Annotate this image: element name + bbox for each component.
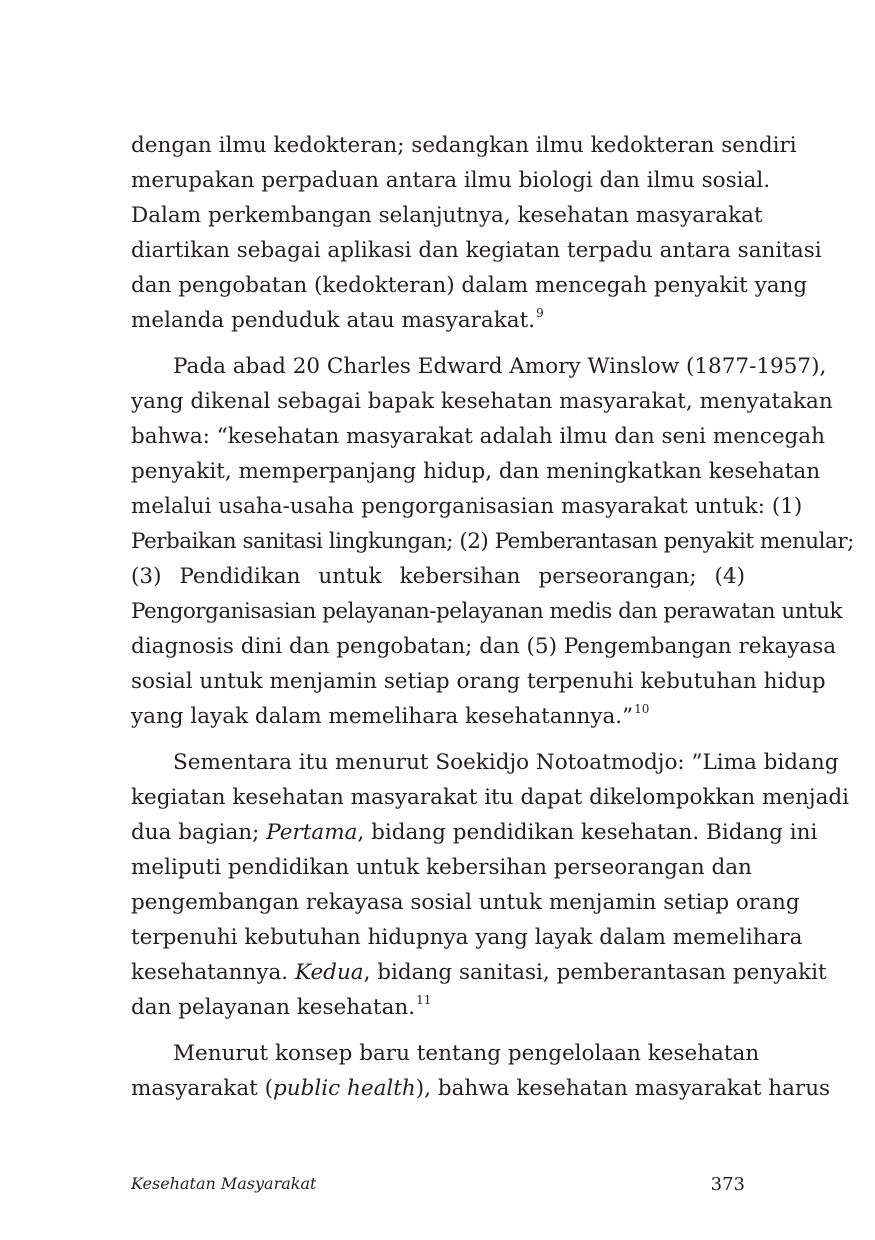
text-segment: dua bagian; bbox=[131, 820, 267, 845]
text-line-content: melanda penduduk atau masyarakat. bbox=[131, 308, 536, 333]
paragraph-3 bbox=[131, 745, 850, 1025]
text-line: pengembangan rekayasa sosial untuk menjamin setiap orang bbox=[131, 890, 800, 915]
page-number: 373 bbox=[710, 1174, 745, 1195]
text-line bbox=[131, 1071, 831, 1106]
text-segment: masyarakat ( bbox=[131, 1076, 274, 1101]
text-line: diagnosis dini dan pengobatan; dan (5) Pengembangan rekayasa bbox=[131, 634, 837, 659]
text-segment: kesehatannya. bbox=[131, 960, 295, 985]
text-line: Pengorganisasian pelayanan-pelayanan medis dan perawatan untuk bbox=[131, 599, 843, 624]
text-line: kegiatan kesehatan masyarakat itu dapat dikelompokkan menjadi bbox=[131, 785, 850, 810]
text-line: Dalam perkembangan selanjutnya, kesehatan masyarakat bbox=[131, 203, 763, 228]
text-line: sosial untuk menjamin setiap orang terpenuhi kebutuhan hidup bbox=[131, 669, 826, 694]
text-line: penyakit, memperpanjang hidup, dan meningkatkan kesehatan bbox=[131, 459, 821, 484]
paragraph-4 bbox=[131, 1036, 831, 1106]
text-line-content: dan pelayanan kesehatan. bbox=[131, 995, 416, 1020]
text-line: dengan ilmu kedokteran; sedangkan ilmu kedokteran sendiri bbox=[131, 133, 797, 158]
text-line: merupakan perpaduan antara ilmu biologi dan ilmu sosial. bbox=[131, 168, 771, 193]
text-line: Perbaikan sanitasi lingkungan; (2) Pemberantasan penyakit menular; bbox=[131, 529, 854, 554]
text-segment: ), bahwa kesehatan masyarakat harus bbox=[415, 1076, 831, 1101]
paragraph-1 bbox=[131, 128, 822, 338]
text-line: Pada abad 20 Charles Edward Amory Winslow (1877-1957), bbox=[173, 354, 827, 379]
text-segment: , bidang sanitasi, pemberantasan penyakit bbox=[363, 960, 827, 985]
text-line: terpenuhi kebutuhan hidupnya yang layak dalam memelihara bbox=[131, 925, 803, 950]
text-line bbox=[131, 955, 827, 990]
text-line: melalui usaha-usaha pengorganisasian masyarakat untuk: (1) bbox=[131, 494, 803, 519]
text-line bbox=[131, 303, 745, 338]
text-line-content: yang layak dalam memelihara kesehatannya.” bbox=[131, 704, 634, 729]
footnote-marker[interactable]: 11 bbox=[416, 993, 432, 1007]
text-line: meliputi pendidikan untuk kebersihan perseorangan dan bbox=[131, 855, 752, 880]
emphasis-text: public health bbox=[273, 1076, 416, 1101]
emphasis-text: Pertama bbox=[266, 820, 358, 845]
footnote-marker[interactable]: 9 bbox=[536, 306, 544, 320]
text-line: yang dikenal sebagai bapak kesehatan masyarakat, menyatakan bbox=[131, 389, 833, 414]
body-text bbox=[131, 128, 854, 1117]
text-line: Sementara itu menurut Soekidjo Notoatmodjo: ”Lima bidang bbox=[173, 750, 839, 775]
text-line: (3) Pendidikan untuk kebersihan perseorangan; (4) bbox=[131, 564, 745, 589]
page-footer bbox=[131, 1174, 745, 1198]
paragraph-2 bbox=[131, 349, 854, 734]
text-line: bahwa: “kesehatan masyarakat adalah ilmu dan seni mencegah bbox=[131, 424, 825, 449]
text-segment: , bidang pendidikan kesehatan. Bidang ini bbox=[357, 820, 818, 845]
text-line bbox=[131, 815, 818, 850]
emphasis-text: Kedua bbox=[294, 960, 364, 985]
text-line: dan pengobatan (kedokteran) dalam mencegah penyakit yang bbox=[131, 273, 808, 298]
running-title: Kesehatan Masyarakat bbox=[131, 1174, 317, 1193]
text-line: Menurut konsep baru tentang pengelolaan kesehatan bbox=[173, 1041, 760, 1066]
text-line bbox=[131, 990, 745, 1025]
footnote-marker[interactable]: 10 bbox=[634, 702, 650, 716]
text-line bbox=[131, 699, 745, 734]
text-line: diartikan sebagai aplikasi dan kegiatan terpadu antara sanitasi bbox=[131, 238, 822, 263]
